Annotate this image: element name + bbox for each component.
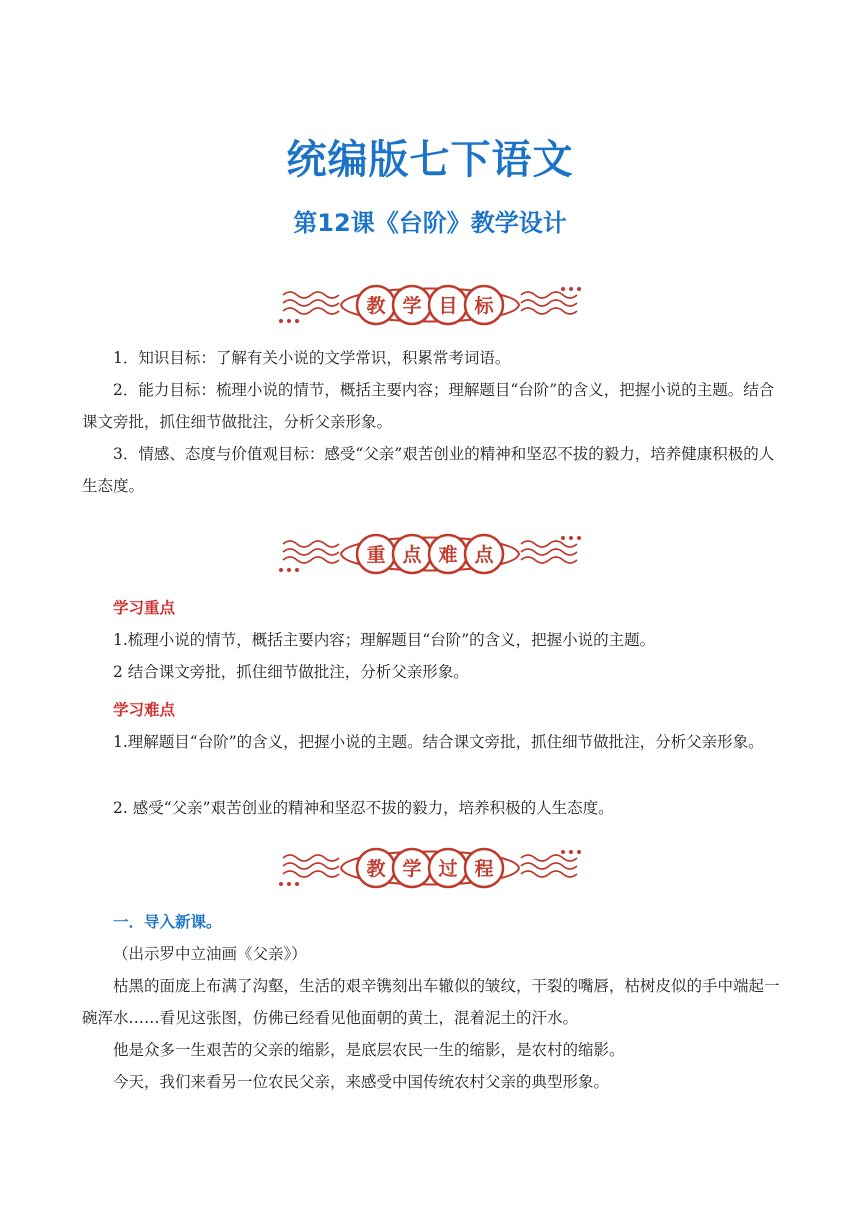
banner-char: 点 bbox=[402, 544, 422, 566]
banner-char: 过 bbox=[438, 858, 458, 880]
section-banner-objectives bbox=[275, 277, 585, 333]
banner-ornament bbox=[275, 840, 585, 896]
focus-heading: 学习重点 bbox=[113, 599, 176, 617]
banner-ornament bbox=[275, 526, 585, 582]
difficulty-item: 1.理解题目“台阶”的含义，把握小说的主题。结合课文旁批，抓住细节做批注，分析父亲形象。 bbox=[113, 733, 764, 751]
objective-item: 3．情感、态度与价值观目标：感受“父亲”艰苦创业的精神和坚忍不拔的毅力，培养健康积极的人生态度。 bbox=[82, 445, 775, 495]
banner-char: 点 bbox=[474, 544, 494, 566]
body-paragraph: 他是众多一生艰苦的父亲的缩影，是底层农民一生的缩影，是农村的缩影。 bbox=[113, 1041, 625, 1059]
banner-char: 学 bbox=[402, 295, 422, 317]
focus-item: 1.梳理小说的情节，概括主要内容；理解题目“台阶”的含义，把握小说的主题。 bbox=[113, 631, 656, 649]
body-paragraph: 枯黑的面庞上布满了沟壑，生活的艰辛镌刻出车辙似的皱纹，干裂的嘴唇，枯树皮似的手中端起一碗浑水……看见这张图，仿佛已经看见他面朝的黄土，混着泥土的汗水。 bbox=[82, 977, 780, 1027]
objective-item: 1．知识目标：了解有关小说的文学常识，积累常考词语。 bbox=[113, 349, 511, 367]
banner-char: 重 bbox=[366, 544, 386, 566]
body-paragraph: （出示罗中立油画《父亲》） bbox=[113, 945, 307, 963]
difficulty-heading: 学习难点 bbox=[113, 701, 176, 719]
banner-ornament bbox=[275, 277, 585, 333]
objective-item: 2．能力目标：梳理小说的情节，概括主要内容；理解题目“台阶”的含义，把握小说的主题。结合课文旁批，抓住细节做批注，分析父亲形象。 bbox=[82, 381, 775, 431]
section-banner-process bbox=[275, 840, 585, 896]
banner-char: 教 bbox=[366, 858, 386, 880]
banner-char: 标 bbox=[474, 295, 494, 317]
banner-char: 教 bbox=[366, 295, 386, 317]
banner-char: 学 bbox=[402, 858, 422, 880]
banner-char: 目 bbox=[438, 295, 458, 317]
document-subtitle: 第12课《台阶》教学设计 bbox=[293, 209, 567, 237]
document-title: 统编版七下语文 bbox=[286, 137, 574, 183]
body-paragraph: 今天，我们来看另一位农民父亲，来感受中国传统农村父亲的典型形象。 bbox=[113, 1073, 610, 1091]
focus-item: 2 结合课文旁批，抓住细节做批注，分析父亲形象。 bbox=[113, 663, 469, 681]
banner-char: 程 bbox=[474, 858, 494, 880]
banner-char: 难 bbox=[438, 544, 458, 566]
difficulty-item: 2. 感受“父亲”艰苦创业的精神和坚忍不拔的毅力，培养积极的人生态度。 bbox=[113, 799, 614, 817]
section-heading: 一．导入新课。 bbox=[113, 913, 222, 931]
section-banner-key-points bbox=[275, 526, 585, 582]
